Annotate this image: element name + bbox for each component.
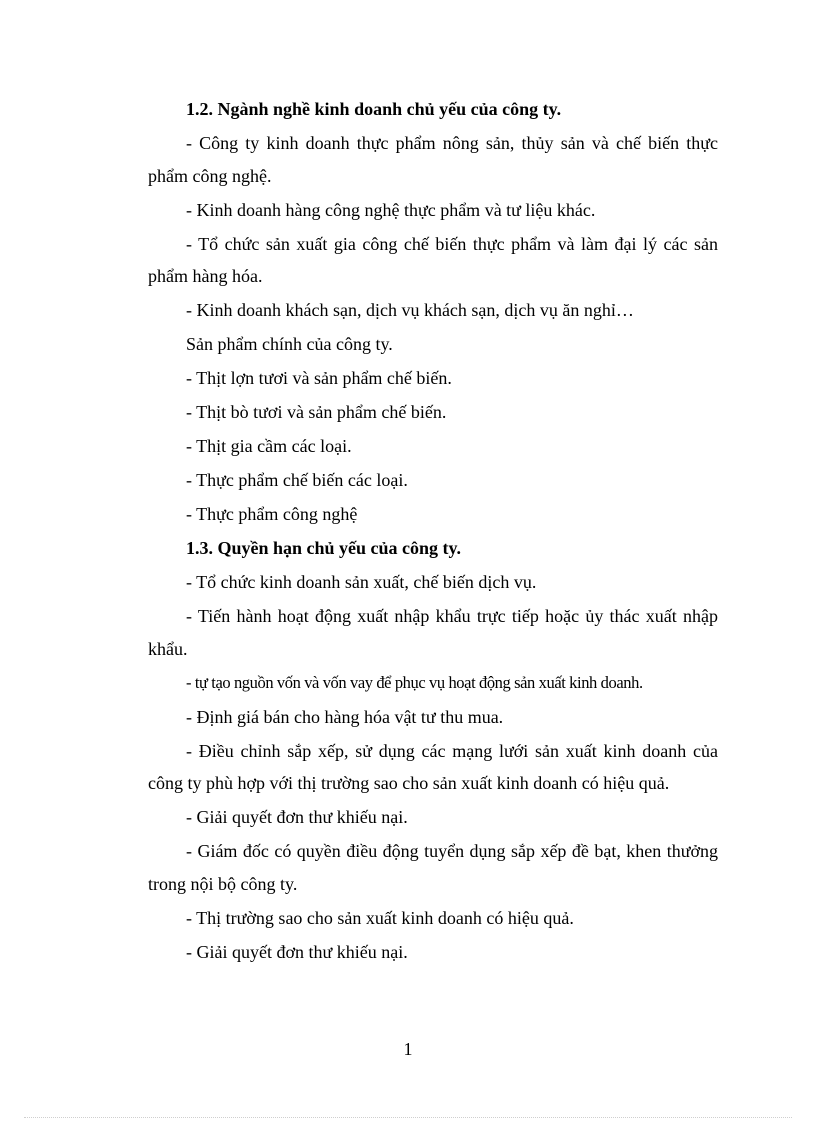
page-number: 1: [403, 1039, 413, 1059]
paragraph: - Kinh doanh hàng công nghệ thực phẩm và tư liệu khác.: [186, 199, 596, 220]
list-item: - Thịt lợn tươi và sản phẩm chế biến.: [186, 368, 452, 388]
paragraph: - Định giá bán cho hàng hóa vật tư thu mua.: [186, 706, 504, 727]
paragraph: - Tổ chức kinh doanh sản xuất, chế biến dịch vụ.: [186, 572, 537, 592]
page-bottom-divider: [24, 1117, 792, 1118]
paragraph: - Tiến hành hoạt động xuất nhập khẩu trực tiếp hoặc ủy thác xuất nhập khẩu.: [148, 606, 718, 659]
paragraph: - Thị trường sao cho sản xuất kinh doanh có hiệu quả.: [186, 907, 574, 928]
section-heading-1-2: 1.2. Ngành nghề kinh doanh chủ yếu của công ty.: [186, 99, 562, 119]
paragraph: - Giải quyết đơn thư khiếu nại.: [186, 807, 408, 827]
list-item: - Thực phẩm công nghệ: [186, 504, 358, 524]
paragraph: - Giám đốc có quyền điều động tuyển dụng sắp xếp đề bạt, khen thưởng trong nội bộ công ty.: [148, 841, 718, 894]
paragraph: - Giải quyết đơn thư khiếu nại.: [186, 941, 408, 962]
paragraph: - Tổ chức sản xuất gia công chế biến thực phẩm và làm đại lý các sản phẩm hàng hóa.: [148, 233, 718, 286]
paragraph: - Kinh doanh khách sạn, dịch vụ khách sạn, dịch vụ ăn nghỉ…: [186, 300, 634, 320]
document-body: [148, 93, 718, 968]
list-item: - Thịt bò tươi và sản phẩm chế biến.: [186, 402, 447, 422]
section-heading-1-3: 1.3. Quyền hạn chủ yếu của công ty.: [186, 538, 462, 558]
paragraph: - Điều chỉnh sắp xếp, sử dụng các mạng lưới sản xuất kinh doanh của công ty phù hợp với thị trường sao cho sản xuất kinh doanh có hiệu quả.: [148, 740, 718, 793]
list-item: - Thịt gia cầm các loại.: [186, 436, 352, 456]
paragraph: Sản phẩm chính của công ty.: [186, 334, 393, 354]
paragraph: - Công ty kinh doanh thực phẩm nông sản, thủy sản và chế biến thực phẩm công nghệ.: [148, 133, 718, 186]
paragraph: - tự tạo nguồn vốn và vốn vay để phục vụ hoạt động sản xuất kinh doanh.: [186, 672, 643, 692]
list-item: - Thực phẩm chế biến các loại.: [186, 470, 408, 490]
